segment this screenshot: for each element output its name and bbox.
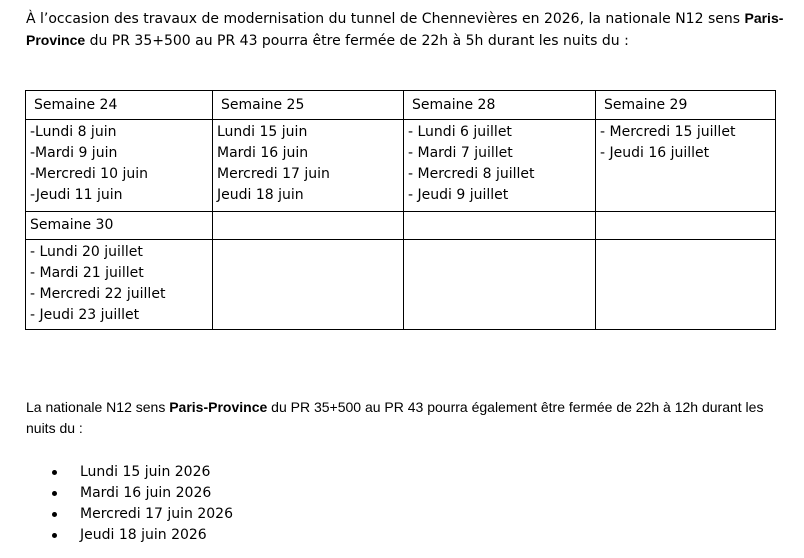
intro-text-end: du PR 35+500 au PR 43 pourra être fermée de 22h à 5h durant les nuits du :: [85, 33, 629, 49]
day-entry: - Lundi 20 juillet: [30, 244, 143, 260]
day-entry: - Mercredi 15 juillet: [600, 124, 736, 140]
bullet-icon: [52, 491, 57, 496]
list-item: [26, 462, 233, 483]
week-header-cell: Semaine 28: [404, 91, 596, 120]
days-cell: [26, 120, 213, 212]
days-cell: [26, 240, 213, 330]
days-cell: [213, 120, 404, 212]
list-item: [26, 483, 233, 504]
day-entry: - Mardi 21 juillet: [30, 265, 144, 281]
day-entry: Jeudi 18 juin: [217, 187, 304, 203]
days-cell: [404, 120, 596, 212]
day-entry: Mercredi 17 juin: [217, 166, 330, 182]
para2-text-end: du PR 35+500 au PR 43 pourra également être fermée de 22h à 12h durant les nuits du :: [26, 399, 764, 436]
day-entry: -Mercredi 10 juin: [30, 166, 148, 182]
table-row-weeks-1: [26, 91, 776, 120]
day-entry: -Lundi 8 juin: [30, 124, 117, 140]
day-entry: - Mercredi 22 juillet: [30, 286, 166, 302]
days-cell: [596, 120, 776, 212]
table-row-days-1: [26, 120, 776, 212]
bullet-icon: [52, 512, 57, 517]
para2-text-start: La nationale N12 sens: [26, 399, 170, 415]
closure-schedule-table: [25, 90, 776, 330]
week-header-cell: Semaine 24: [26, 91, 213, 120]
bullet-icon: [52, 470, 57, 475]
day-entry: -Jeudi 11 juin: [30, 187, 123, 203]
empty-cell: [213, 212, 404, 240]
para2-direction-bold: Paris-Province: [169, 399, 268, 415]
list-item: [26, 504, 233, 525]
night-date: Mercredi 17 juin 2026: [80, 506, 233, 522]
table-row-weeks-2: [26, 212, 776, 240]
intro-direction-bold: Paris-Province: [26, 10, 784, 48]
empty-cell: [213, 240, 404, 330]
night-date: Lundi 15 juin 2026: [80, 464, 211, 480]
day-entry: - Lundi 6 juillet: [408, 124, 512, 140]
intro-text-start: À l’occasion des travaux de modernisation du tunnel de Chennevières en 2026, la nationale N12 sens: [26, 11, 745, 27]
day-entry: Mardi 16 juin: [217, 145, 309, 161]
night-date: Mardi 16 juin 2026: [80, 485, 212, 501]
empty-cell: [596, 212, 776, 240]
bullet-icon: [52, 533, 57, 538]
day-entry: - Jeudi 16 juillet: [600, 145, 710, 161]
day-entry: - Mercredi 8 juillet: [408, 166, 535, 182]
day-entry: - Jeudi 9 juillet: [408, 187, 509, 203]
night-date: Jeudi 18 juin 2026: [80, 527, 207, 543]
list-item: [26, 525, 233, 546]
intro-paragraph: [26, 8, 786, 52]
second-paragraph: [26, 397, 786, 439]
week-header-cell: Semaine 29: [596, 91, 776, 120]
week-header-cell: Semaine 30: [26, 212, 213, 240]
table-row-days-2: [26, 240, 776, 330]
empty-cell: [404, 212, 596, 240]
day-entry: - Mardi 7 juillet: [408, 145, 513, 161]
empty-cell: [596, 240, 776, 330]
day-entry: -Mardi 9 juin: [30, 145, 118, 161]
empty-cell: [404, 240, 596, 330]
nights-list: [26, 462, 233, 546]
week-header-cell: Semaine 25: [213, 91, 404, 120]
day-entry: Lundi 15 juin: [217, 124, 308, 140]
day-entry: - Jeudi 23 juillet: [30, 307, 140, 323]
